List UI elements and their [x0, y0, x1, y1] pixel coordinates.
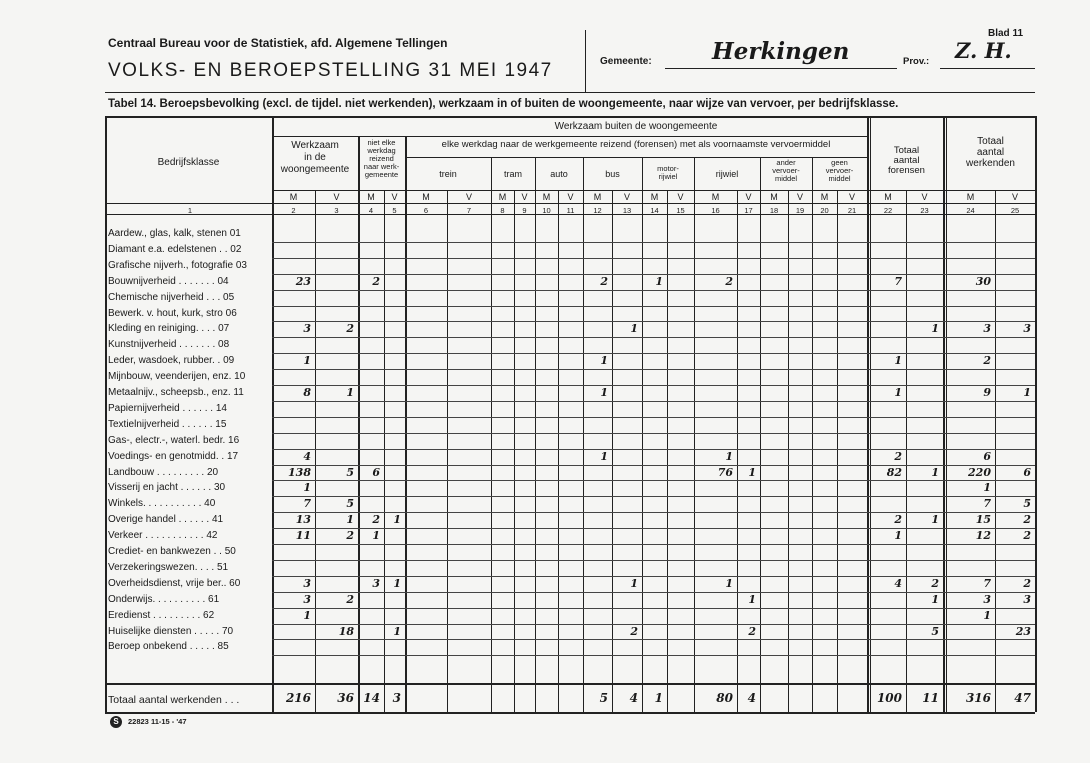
- column-number-21: 21: [847, 206, 857, 215]
- column-rule: [788, 190, 789, 712]
- cell-value: 1: [393, 624, 401, 638]
- column-rule: [491, 157, 492, 712]
- cell-value: 1: [894, 529, 902, 543]
- row-label: Crediet- en bankwezen . . 50: [108, 546, 236, 557]
- elke-header-rule: [405, 157, 867, 158]
- m-header: M: [650, 192, 659, 202]
- cell-value: 1: [983, 608, 991, 622]
- cell-value: 2: [894, 449, 902, 463]
- header-auto: auto: [550, 169, 568, 179]
- cell-value: 2: [346, 529, 354, 543]
- table-bottom-rule: [105, 712, 1035, 714]
- column-number-5: 5: [392, 206, 397, 215]
- row-label: Gas-, electr.-, waterl. bedr. 16: [108, 434, 240, 446]
- column-number-4: 4: [368, 206, 374, 215]
- row-label: Textielnijverheid . . . . . . 15: [108, 418, 227, 430]
- cell-value: 1: [393, 576, 401, 590]
- total-value: 47: [1014, 691, 1031, 705]
- cell-value: 1: [894, 354, 902, 368]
- row-rule: [272, 496, 1035, 497]
- cell-value: 6: [1023, 465, 1031, 479]
- blad-number: Blad 11: [988, 28, 1024, 39]
- row-label: Metaalnijv., scheepsb., enz. 11: [108, 387, 244, 398]
- column-number-7: 7: [466, 206, 472, 215]
- cell-value: 5: [931, 624, 939, 638]
- cell-value: 2: [725, 274, 733, 288]
- prov-value: Z. H.: [955, 38, 1012, 63]
- cell-value: 2: [748, 624, 756, 638]
- row-label: Visserij en jacht . . . . . . 30: [108, 482, 226, 494]
- column-number-10: 10: [542, 206, 551, 215]
- column-rule: [1035, 116, 1037, 712]
- row-rule: [272, 480, 1035, 481]
- header-geen-vervoermiddel: geen vervoer- middel: [825, 158, 854, 183]
- totals-label: Totaal aantal werkenden . . .: [108, 694, 240, 706]
- m-header: M: [966, 192, 975, 202]
- header-tram: tram: [504, 169, 522, 179]
- cell-value: 4: [303, 449, 311, 463]
- cell-value: 1: [894, 386, 902, 399]
- row-label: Winkels. . . . . . . . . . . 40: [108, 498, 216, 510]
- column-rule: [995, 190, 996, 712]
- cell-value: 2: [1023, 576, 1031, 590]
- header-bus: bus: [605, 169, 620, 179]
- column-rule: [315, 190, 316, 712]
- v-header: V: [921, 192, 928, 202]
- total-value: 4: [629, 691, 638, 705]
- cell-value: 220: [968, 465, 991, 479]
- row-label: Huiselijke diensten . . . . . 70: [108, 625, 234, 637]
- column-rule: [694, 157, 695, 712]
- total-value: 5: [599, 691, 608, 705]
- row-rule: [272, 608, 1035, 609]
- m-header: M: [820, 192, 829, 202]
- column-number-22: 22: [883, 206, 893, 215]
- cell-value: 15: [975, 513, 991, 527]
- row-label: Aardew., glas, kalk, stenen 01: [108, 228, 241, 239]
- cell-value: 1: [303, 354, 311, 368]
- cell-value: 23: [295, 274, 311, 288]
- cell-value: 2: [1023, 513, 1031, 527]
- row-label: Eredienst . . . . . . . . . 62: [108, 609, 215, 621]
- row-label: Papiernijverheid . . . . . . 14: [108, 402, 227, 414]
- column-number-19: 19: [795, 206, 805, 215]
- cell-value: 2: [1023, 529, 1031, 543]
- total-value: 4: [747, 691, 756, 705]
- cell-value: 1: [983, 481, 991, 495]
- row-rule: [272, 655, 1035, 656]
- header-werkzaam-buiten: Werkzaam buiten de woongemeente: [554, 121, 718, 132]
- v-header: V: [677, 192, 684, 202]
- gemeente-label: Gemeente:: [600, 56, 652, 67]
- cell-value: 2: [346, 322, 354, 336]
- cell-value: 30: [975, 274, 991, 288]
- cell-value: 18: [338, 624, 354, 638]
- m-header: M: [422, 192, 430, 202]
- table-title: Tabel 14. Beroepsbevolking (excl. de tijdel. niet werkenden), werkzaam in of buiten de woongemeente, naar wijze van vervoer, per bedrijfsklasse.: [108, 98, 899, 110]
- cell-value: 2: [931, 576, 939, 590]
- m-header: M: [711, 192, 720, 202]
- column-number-17: 17: [744, 206, 753, 215]
- v-header: V: [465, 192, 472, 202]
- header-ander-vervoermiddel: ander vervoer- middel: [772, 158, 800, 183]
- column-number-15: 15: [676, 206, 685, 215]
- cell-value: 76: [717, 465, 733, 479]
- v-header: V: [623, 192, 630, 202]
- form-title: VOLKS- EN BEROEPSTELLING 31 MEI 1947: [108, 60, 553, 81]
- row-rule: [272, 401, 1035, 402]
- column-number-1: 1: [187, 206, 193, 215]
- v-header: V: [333, 192, 340, 202]
- cell-value: 4: [894, 576, 902, 590]
- v-header: V: [567, 192, 574, 202]
- cell-value: 2: [630, 624, 638, 638]
- row-rule: [272, 337, 1035, 338]
- v-header: V: [521, 192, 528, 202]
- row-label: Beroep onbekend . . . . . 85: [108, 641, 229, 653]
- cell-value: 9: [983, 386, 991, 399]
- column-rule: [514, 190, 515, 712]
- column-rule: [558, 190, 559, 712]
- mv-bottom-rule: [105, 203, 1035, 204]
- cell-value: 3: [303, 322, 311, 336]
- row-label: Leder, wasdoek, rubber. . 09: [108, 355, 235, 367]
- column-rule: [583, 157, 584, 712]
- row-label: Diamant e.a. edelstenen . . 02: [108, 243, 242, 255]
- total-value: 216: [285, 691, 311, 705]
- cell-value: 82: [886, 465, 902, 479]
- cell-value: 8: [303, 386, 311, 399]
- total-value: 36: [337, 691, 354, 705]
- cell-value: 7: [983, 576, 991, 590]
- row-label: Kleding en reiniging. . . . 07: [108, 323, 230, 335]
- row-label: Grafische nijverh., fotografie 03: [108, 259, 247, 271]
- header-trein: trein: [439, 169, 457, 179]
- m-header: M: [593, 192, 602, 202]
- prov-label: Prov.:: [903, 56, 930, 67]
- column-rule: [405, 136, 407, 712]
- total-value: 14: [363, 691, 380, 705]
- v-header: V: [745, 192, 752, 202]
- column-number-12: 12: [593, 206, 602, 215]
- cell-value: 6: [983, 449, 991, 463]
- totals-top-rule: [105, 683, 1035, 685]
- gemeente-underline: [665, 68, 897, 69]
- column-number-24: 24: [966, 206, 975, 215]
- row-rule: [272, 385, 1035, 386]
- printer-logo-icon: S: [110, 716, 122, 728]
- cell-value: 1: [346, 513, 354, 527]
- bureau-name: Centraal Bureau voor de Statistiek, afd. Algemene Tellingen: [108, 36, 448, 50]
- cell-value: 1: [725, 449, 733, 463]
- cell-value: 1: [630, 322, 638, 336]
- v-header: V: [1011, 192, 1018, 202]
- column-number-25: 25: [1010, 206, 1020, 215]
- column-rule: [642, 157, 643, 712]
- cell-value: 7: [983, 497, 991, 511]
- column-number-11: 11: [566, 206, 575, 215]
- cell-value: 7: [303, 497, 311, 511]
- row-label: Overheidsdienst, vrije ber.. 60: [108, 577, 241, 589]
- cell-value: 6: [372, 465, 380, 479]
- mv-top-rule: [272, 190, 1035, 191]
- cell-value: 1: [931, 322, 939, 336]
- gemeente-value: Herkingen: [712, 38, 850, 65]
- cell-value: 138: [288, 465, 311, 479]
- column-rule: [358, 136, 360, 712]
- cell-value: 1: [600, 449, 608, 463]
- m-header: M: [884, 192, 892, 202]
- v-header: V: [796, 192, 803, 202]
- cell-value: 1: [748, 465, 756, 479]
- cell-value: 3: [303, 592, 311, 606]
- cell-value: 1: [630, 576, 638, 590]
- cell-value: 2: [600, 274, 608, 288]
- buiten-header-rule: [272, 136, 867, 137]
- row-rule: [272, 417, 1035, 418]
- cell-value: 1: [655, 274, 663, 288]
- column-number-3: 3: [334, 206, 339, 215]
- header-totaal-forensen: Totaal aantal forensen: [888, 145, 925, 176]
- column-number-23: 23: [920, 206, 929, 215]
- cell-value: 1: [1023, 386, 1031, 399]
- row-label: Verkeer . . . . . . . . . . . 42: [108, 530, 218, 542]
- column-number-2: 2: [291, 206, 296, 215]
- row-rule: [272, 306, 1035, 307]
- row-label: Verzekeringswezen. . . . 51: [108, 561, 229, 573]
- row-rule: [272, 290, 1035, 291]
- row-label: Bouwnijverheid . . . . . . . 04: [108, 275, 229, 287]
- print-code: 22823 11-15 - '47: [128, 717, 187, 726]
- column-rule: [812, 157, 813, 712]
- column-number-8: 8: [500, 206, 505, 215]
- column-rule: [837, 190, 838, 712]
- column-number-20: 20: [820, 206, 829, 215]
- cell-value: 3: [1023, 592, 1031, 606]
- header-niet-elke-werkdag: niet elke werkdag reizend naar werk- gemeente: [363, 138, 400, 179]
- v-header: V: [391, 192, 398, 202]
- cell-value: 2: [346, 592, 354, 606]
- cell-value: 2: [983, 354, 991, 368]
- cell-value: 1: [303, 481, 311, 495]
- m-header: M: [367, 192, 375, 202]
- cell-value: 23: [1015, 624, 1031, 638]
- column-number-13: 13: [622, 206, 632, 215]
- column-rule: [447, 190, 448, 712]
- column-number-18: 18: [769, 206, 779, 215]
- row-rule: [272, 369, 1035, 370]
- row-label: Voedings- en genotmidd. . 17: [108, 450, 239, 462]
- cell-value: 1: [372, 529, 380, 543]
- cell-value: 3: [983, 592, 991, 606]
- header-elke-werkdag: elke werkdag naar de werkgemeente reizend (forensen) met als voornaamste vervoermiddel: [441, 139, 831, 150]
- row-rule: [272, 353, 1035, 354]
- column-number-6: 6: [423, 206, 429, 215]
- m-header: M: [542, 192, 551, 202]
- cell-value: 7: [894, 274, 902, 288]
- row-rule: [272, 528, 1035, 529]
- row-rule: [272, 560, 1035, 561]
- table-top-rule: [105, 116, 1035, 118]
- cell-value: 1: [931, 592, 939, 606]
- header-motorrijwiel: motor- rijwiel: [657, 164, 679, 181]
- header-woongemeente: Werkzaam in de woongemeente: [280, 140, 350, 175]
- total-value: 316: [965, 691, 991, 705]
- cell-value: 2: [372, 513, 380, 527]
- cell-value: 3: [372, 576, 380, 590]
- total-value: 100: [876, 691, 902, 705]
- total-value: 80: [716, 691, 733, 705]
- cell-value: 1: [748, 592, 756, 606]
- cell-value: 1: [346, 386, 354, 399]
- m-header: M: [770, 192, 778, 202]
- row-label: Onderwijs. . . . . . . . . . 61: [108, 593, 220, 605]
- total-value: 3: [392, 691, 401, 705]
- cell-value: 11: [295, 529, 311, 543]
- column-rule: [667, 190, 668, 712]
- cell-value: 1: [725, 576, 733, 590]
- row-label: Kunstnijverheid . . . . . . . 08: [108, 339, 230, 351]
- header-totaal-werkenden: Totaal aantal werkenden: [966, 136, 1015, 169]
- header-bedrijfsklasse: Bedrijfsklasse: [157, 157, 220, 168]
- row-rule: [272, 242, 1035, 243]
- column-number-16: 16: [711, 206, 720, 215]
- cell-value: 1: [931, 513, 939, 527]
- prov-underline: [940, 68, 1035, 69]
- cell-value: 12: [975, 529, 991, 543]
- cell-value: 5: [1023, 497, 1031, 511]
- cell-value: 3: [983, 322, 991, 336]
- header-rijwiel: rijwiel: [715, 169, 739, 179]
- total-value: 1: [654, 691, 663, 705]
- cell-value: 2: [372, 274, 380, 288]
- v-header: V: [848, 192, 855, 202]
- cell-value: 5: [346, 497, 354, 511]
- column-rule: [105, 116, 107, 712]
- row-rule: [272, 544, 1035, 545]
- title-rule: [105, 92, 1035, 93]
- cell-value: 1: [600, 354, 608, 368]
- row-label: Landbouw . . . . . . . . . 20: [108, 466, 219, 478]
- row-label: Mijnbouw, veenderijen, enz. 10: [108, 371, 246, 383]
- column-rule: [535, 157, 536, 712]
- cell-value: 3: [303, 576, 311, 590]
- row-label: Chemische nijverheid . . . 05: [108, 291, 235, 303]
- cell-value: 1: [303, 608, 311, 622]
- column-rule: [906, 190, 907, 712]
- row-label: Overige handel . . . . . . 41: [108, 514, 224, 526]
- m-header: M: [289, 192, 298, 202]
- cell-value: 2: [894, 513, 902, 527]
- header-divider: [585, 30, 586, 92]
- total-value: 11: [922, 691, 939, 705]
- row-rule: [272, 449, 1035, 450]
- cell-value: 3: [1023, 322, 1031, 336]
- row-rule: [272, 639, 1035, 640]
- row-rule: [272, 258, 1035, 259]
- column-number-14: 14: [650, 206, 659, 215]
- row-label: Bewerk. v. hout, kurk, stro 06: [108, 307, 237, 319]
- cell-value: 1: [931, 465, 939, 479]
- cell-value: 1: [393, 513, 401, 527]
- column-number-9: 9: [522, 206, 527, 215]
- column-rule: [760, 157, 761, 712]
- m-header: M: [498, 192, 507, 202]
- cell-value: 5: [346, 465, 354, 479]
- cell-value: 13: [295, 513, 311, 527]
- cell-value: 1: [600, 386, 608, 399]
- row-rule: [272, 433, 1035, 434]
